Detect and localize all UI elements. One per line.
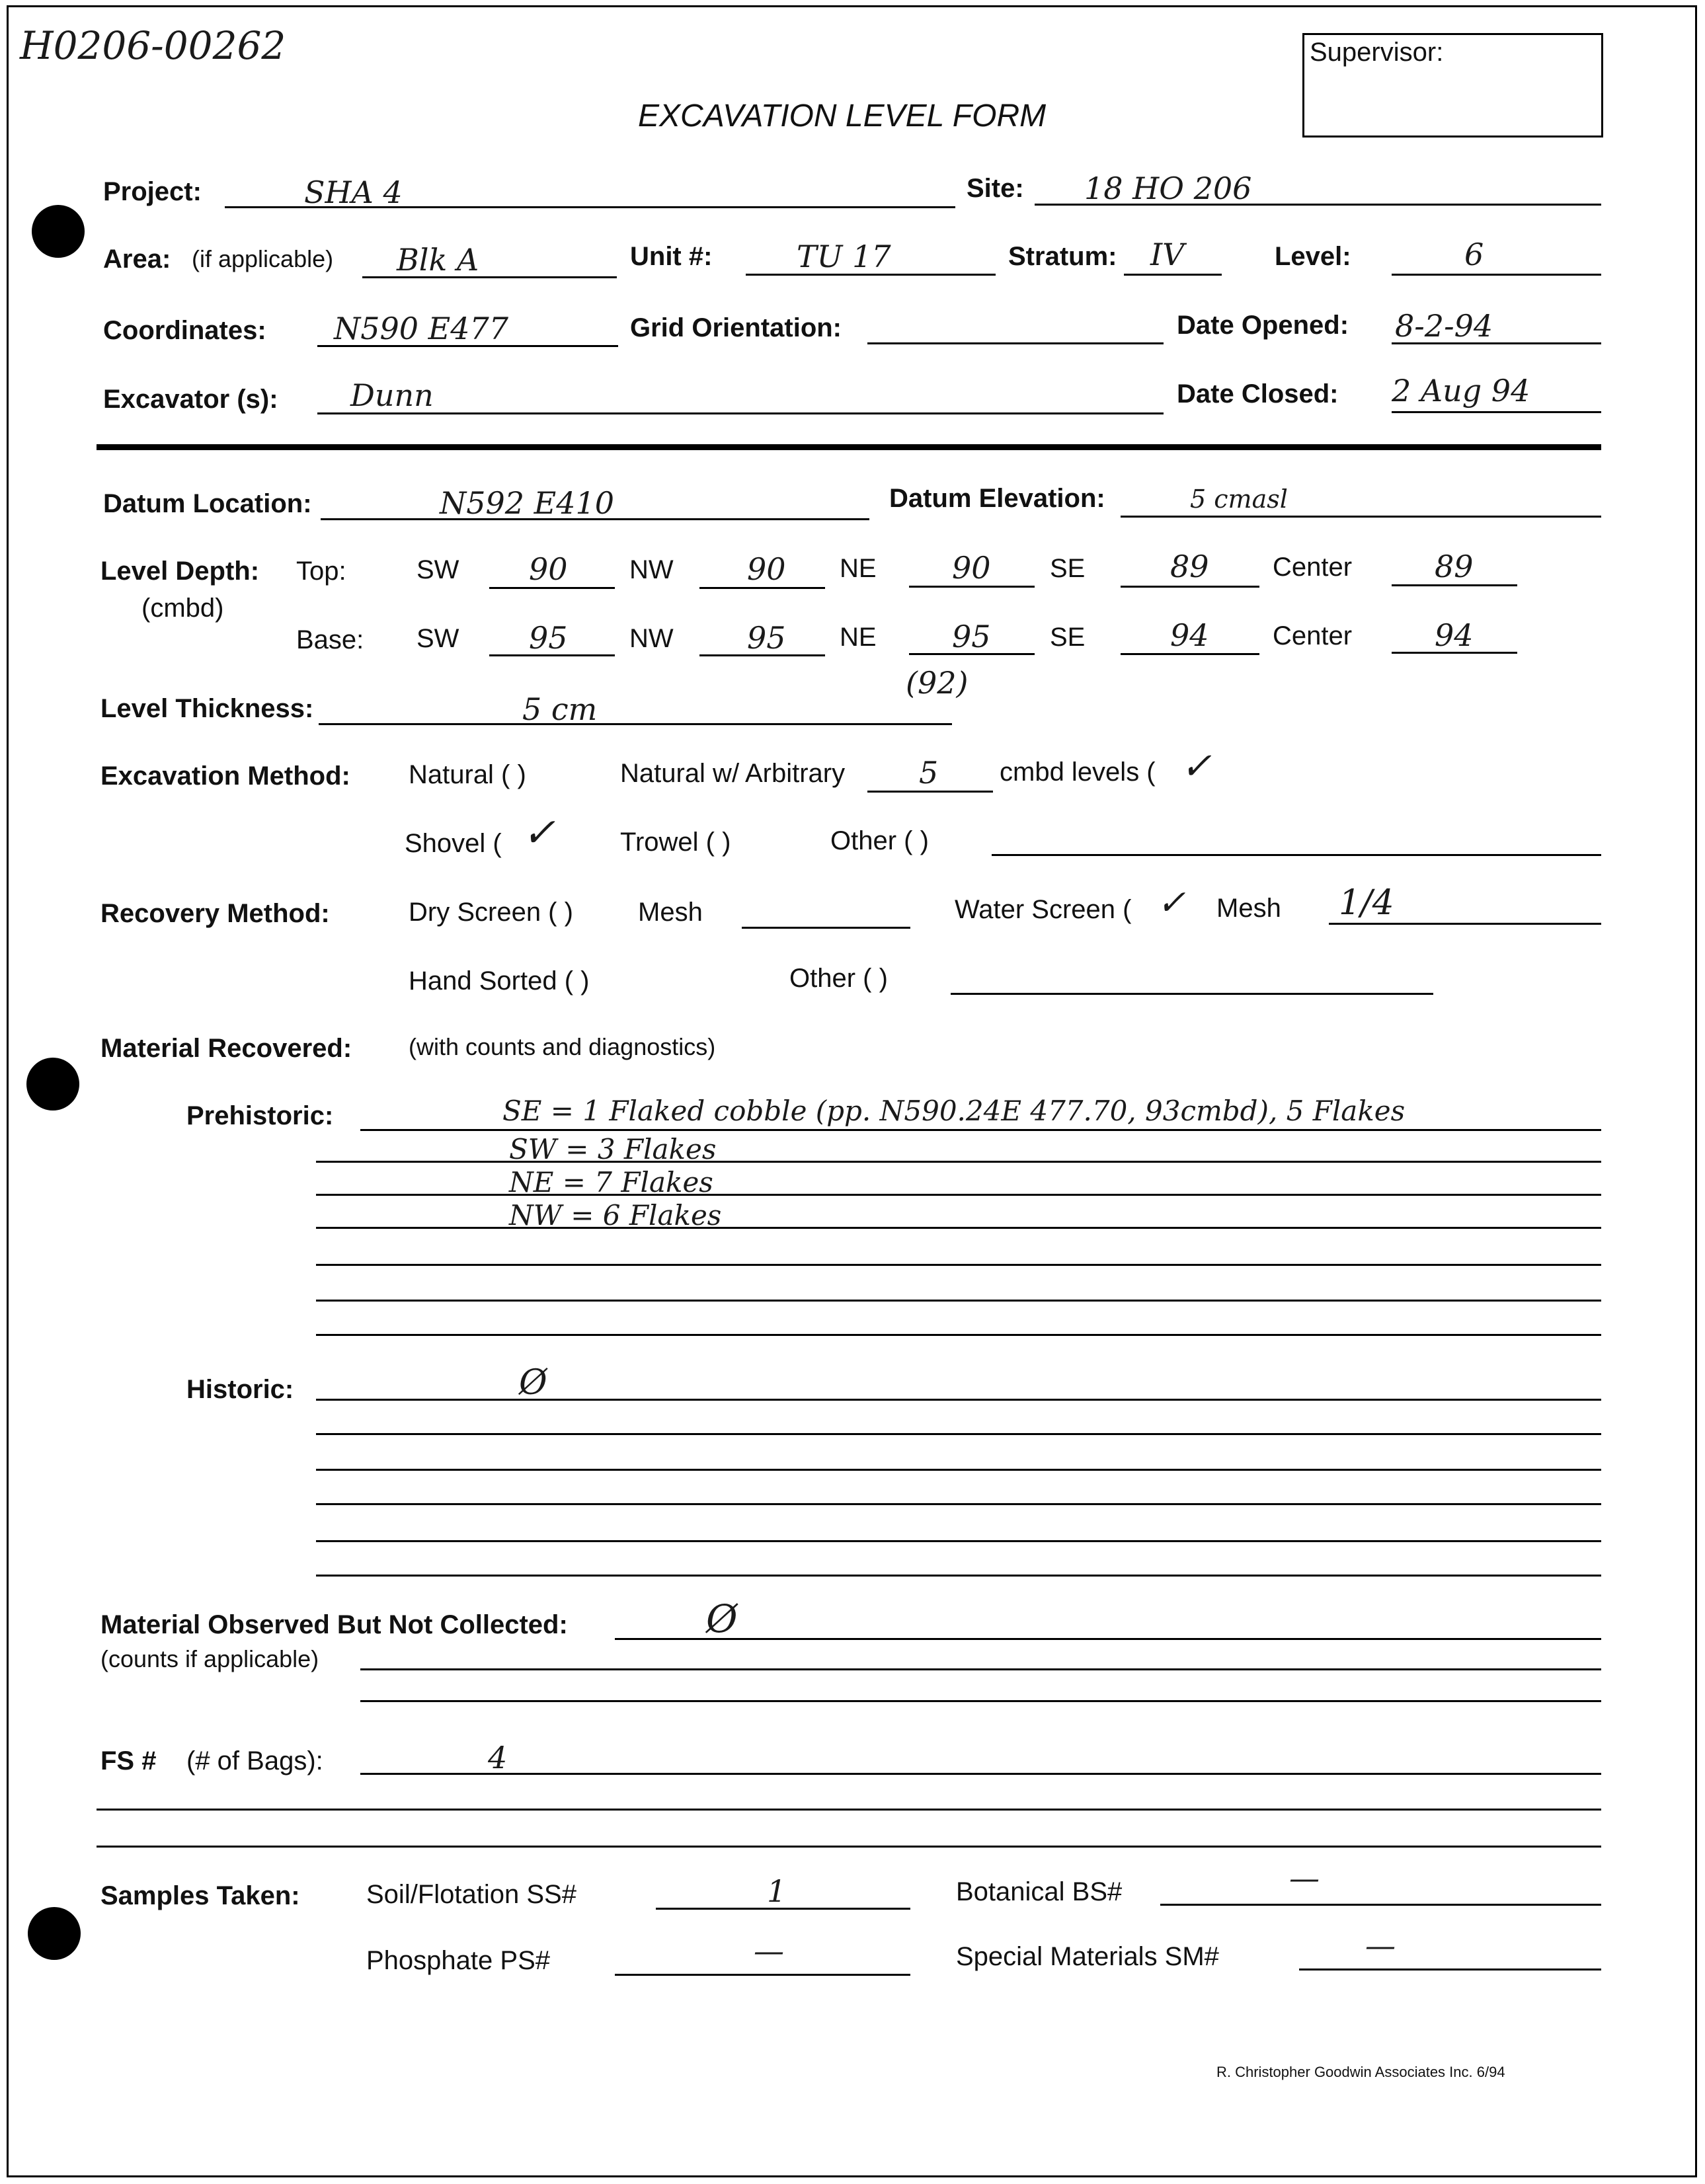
- level-thickness-value[interactable]: 5 cm: [522, 691, 598, 727]
- botanical-line: [1160, 1904, 1601, 1906]
- base-center-label: Center: [1273, 621, 1353, 650]
- excavators-value[interactable]: Dunn: [350, 377, 434, 413]
- level-label: Level:: [1275, 242, 1351, 271]
- top-ne-value[interactable]: 90: [952, 550, 991, 586]
- hand-sorted-option[interactable]: Hand Sorted ( ): [409, 966, 590, 995]
- date-closed-label: Date Closed:: [1177, 379, 1339, 409]
- top-label: Top:: [296, 557, 346, 586]
- botanical-label: Botanical BS#: [956, 1877, 1123, 1906]
- coordinates-value[interactable]: N590 E477: [334, 311, 509, 346]
- excavators-line: [317, 412, 1164, 414]
- phosphate-value[interactable]: —: [754, 1933, 784, 1969]
- historic-line-1: [316, 1399, 1601, 1401]
- prehistoric-line-6: [316, 1300, 1601, 1302]
- datum-location-label: Datum Location:: [103, 489, 312, 518]
- cmbd-levels-check: ✓: [1181, 745, 1212, 788]
- special-materials-label: Special Materials SM#: [956, 1942, 1219, 1971]
- phosphate-label: Phosphate PS#: [366, 1946, 550, 1975]
- observed-value[interactable]: Ø: [706, 1596, 738, 1641]
- level-depth-label: Level Depth:: [100, 557, 260, 586]
- observed-label: Material Observed But Not Collected:: [100, 1610, 568, 1639]
- supervisor-box[interactable]: [1302, 33, 1603, 137]
- prehistoric-line-1: [360, 1129, 1601, 1131]
- prehistoric-entry[interactable]: NW = 6 Flakes: [509, 1199, 722, 1231]
- observed-note: (counts if applicable): [100, 1645, 319, 1672]
- coordinates-label: Coordinates:: [103, 316, 266, 345]
- historic-value[interactable]: Ø: [519, 1363, 547, 1403]
- base-center-value[interactable]: 94: [1435, 617, 1474, 653]
- base-ne-label: NE: [840, 623, 877, 652]
- base-nw-label: NW: [629, 624, 674, 653]
- trowel-option[interactable]: Trowel ( ): [620, 828, 731, 857]
- punch-hole-middle: [26, 1058, 79, 1111]
- soil-flotation-label: Soil/Flotation SS#: [366, 1880, 576, 1909]
- stratum-line: [1124, 274, 1222, 276]
- observed-line-1: [615, 1638, 1601, 1640]
- special-materials-value[interactable]: —: [1365, 1928, 1396, 1963]
- top-nw-line: [699, 587, 825, 589]
- historic-line-2: [316, 1433, 1601, 1435]
- other-recovery-option[interactable]: Other ( ): [789, 964, 888, 993]
- area-value[interactable]: Blk A: [397, 242, 479, 278]
- dry-mesh-line: [742, 927, 910, 929]
- top-se-value[interactable]: 89: [1170, 549, 1209, 584]
- top-se-line: [1121, 586, 1259, 588]
- grid-orientation-line: [867, 342, 1164, 344]
- fs-note: (# of Bags):: [186, 1746, 323, 1775]
- fs-value[interactable]: 4: [488, 1740, 508, 1775]
- fs-line-3: [97, 1846, 1601, 1848]
- supervisor-label: Supervisor:: [1310, 38, 1444, 67]
- shovel-option[interactable]: Shovel (: [405, 829, 502, 858]
- dry-screen-option[interactable]: Dry Screen ( ): [409, 898, 573, 927]
- prehistoric-label: Prehistoric:: [186, 1101, 334, 1130]
- date-closed-value[interactable]: 2 Aug 94: [1392, 373, 1530, 409]
- base-sw-value[interactable]: 95: [529, 620, 568, 656]
- stratum-value[interactable]: IV: [1150, 237, 1185, 272]
- water-mesh-line: [1329, 923, 1601, 925]
- top-ne-label: NE: [840, 554, 877, 583]
- fs-line-1: [360, 1773, 1601, 1775]
- soil-flotation-value[interactable]: 1: [767, 1873, 787, 1909]
- material-recovered-label: Material Recovered:: [100, 1034, 352, 1063]
- date-opened-value[interactable]: 8-2-94: [1395, 308, 1493, 344]
- top-ne-line: [909, 586, 1035, 588]
- base-ne-value[interactable]: 95: [952, 619, 991, 654]
- unit-label: Unit #:: [630, 242, 713, 271]
- datum-elevation-label: Datum Elevation:: [889, 484, 1105, 513]
- base-se-label: SE: [1050, 623, 1086, 652]
- level-value[interactable]: 6: [1464, 237, 1484, 272]
- base-nw-value[interactable]: 95: [747, 620, 786, 656]
- water-screen-option[interactable]: Water Screen (: [955, 895, 1132, 924]
- water-mesh-value[interactable]: 1/4: [1339, 883, 1394, 923]
- stratum-label: Stratum:: [1008, 242, 1117, 271]
- historic-line-4: [316, 1503, 1601, 1505]
- base-ne-note: (92): [906, 665, 969, 701]
- datum-elevation-value[interactable]: 5 cmasl: [1190, 485, 1288, 514]
- historic-line-5: [316, 1540, 1601, 1542]
- top-center-line: [1392, 584, 1517, 586]
- material-recovered-note: (with counts and diagnostics): [409, 1033, 716, 1060]
- recovery-method-label: Recovery Method:: [100, 899, 330, 928]
- level-thickness-label: Level Thickness:: [100, 694, 314, 723]
- level-depth-unit: (cmbd): [141, 594, 224, 623]
- top-nw-label: NW: [629, 555, 674, 584]
- prehistoric-entry[interactable]: SE = 1 Flaked cobble (pp. N590.24E 477.70, 93cmbd), 5 Flakes: [502, 1095, 1406, 1127]
- date-opened-label: Date Opened:: [1177, 311, 1349, 340]
- area-note: (if applicable): [192, 245, 334, 272]
- date-closed-line: [1392, 411, 1601, 413]
- fs-line-2: [97, 1809, 1601, 1811]
- level-thickness-line: [319, 723, 952, 725]
- arbitrary-line: [867, 791, 993, 793]
- water-screen-check: ✓: [1157, 883, 1186, 923]
- site-label: Site:: [967, 174, 1024, 203]
- punch-hole-bottom: [28, 1907, 81, 1960]
- base-label: Base:: [296, 625, 364, 654]
- document-id: H0206-00262: [20, 23, 286, 68]
- top-center-value[interactable]: 89: [1435, 549, 1474, 584]
- base-sw-label: SW: [416, 624, 459, 653]
- cmbd-levels-option[interactable]: cmbd levels (: [1000, 758, 1156, 787]
- prehistoric-line-7: [316, 1334, 1601, 1336]
- other-excavation-option[interactable]: Other ( ): [830, 826, 929, 855]
- project-value[interactable]: SHA 4: [304, 175, 403, 210]
- top-sw-value[interactable]: 90: [529, 551, 568, 587]
- arbitrary-value[interactable]: 5: [919, 755, 939, 791]
- samples-label: Samples Taken:: [100, 1881, 300, 1910]
- excavators-label: Excavator (s):: [103, 385, 278, 414]
- dry-mesh-label: Mesh: [638, 898, 703, 927]
- top-se-label: SE: [1050, 554, 1086, 583]
- prehistoric-entry[interactable]: NE = 7 Flakes: [509, 1166, 713, 1198]
- prehistoric-line-5: [316, 1264, 1601, 1266]
- prehistoric-entry[interactable]: SW = 3 Flakes: [509, 1133, 717, 1165]
- project-label: Project:: [103, 177, 202, 206]
- other-excavation-line: [992, 854, 1601, 856]
- historic-line-6: [316, 1575, 1601, 1577]
- other-recovery-line: [951, 993, 1433, 995]
- datum-elevation-line: [1121, 516, 1601, 518]
- natural-option[interactable]: Natural ( ): [409, 760, 526, 789]
- historic-label: Historic:: [186, 1375, 294, 1404]
- top-center-label: Center: [1273, 553, 1353, 582]
- top-sw-line: [489, 587, 615, 589]
- area-label: Area:: [103, 245, 171, 274]
- top-nw-value[interactable]: 90: [747, 551, 786, 587]
- header-divider: [97, 444, 1601, 450]
- phosphate-line: [615, 1974, 910, 1976]
- shovel-check: ✓: [522, 810, 556, 856]
- punch-hole-top: [32, 205, 85, 258]
- observed-line-2: [360, 1668, 1601, 1670]
- historic-line-3: [316, 1469, 1601, 1471]
- botanical-value[interactable]: —: [1289, 1860, 1320, 1896]
- water-mesh-label: Mesh: [1216, 894, 1281, 923]
- form-title: EXCAVATION LEVEL FORM: [638, 98, 1047, 134]
- level-line: [1392, 274, 1601, 276]
- fs-label: FS #: [100, 1746, 157, 1775]
- footer-credit: R. Christopher Goodwin Associates Inc. 6/94: [1216, 2064, 1505, 2080]
- special-materials-line: [1299, 1969, 1601, 1970]
- base-se-value[interactable]: 94: [1170, 617, 1209, 653]
- base-se-line: [1121, 653, 1259, 655]
- top-sw-label: SW: [416, 555, 459, 584]
- unit-value[interactable]: TU 17: [797, 239, 891, 274]
- site-value[interactable]: 18 HO 206: [1084, 171, 1252, 206]
- natural-arbitrary-option[interactable]: Natural w/ Arbitrary: [620, 759, 846, 788]
- grid-orientation-label: Grid Orientation:: [630, 313, 842, 342]
- datum-location-value[interactable]: N592 E410: [440, 485, 615, 521]
- excavation-method-label: Excavation Method:: [100, 761, 350, 791]
- observed-line-3: [360, 1700, 1601, 1702]
